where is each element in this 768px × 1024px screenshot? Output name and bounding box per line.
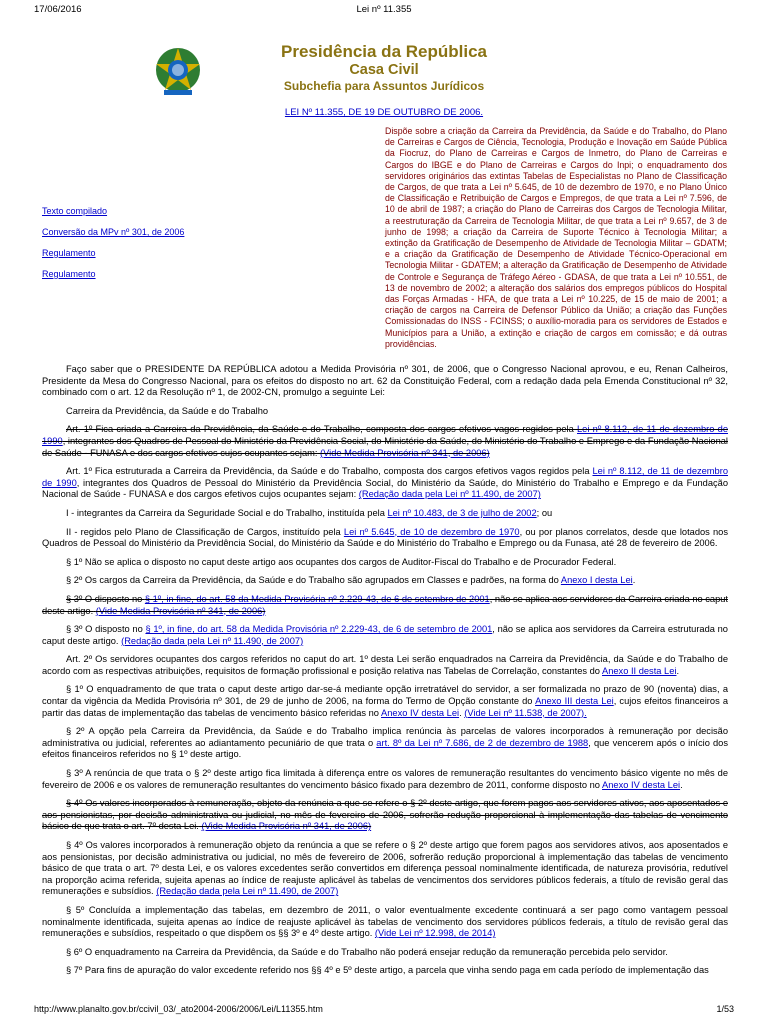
intro-paragraph: Faço saber que o PRESIDENTE DA REPÚBLICA adotou a Medida Provisória nº 301, de 2006, que o Congresso Nacional aprovou, e eu, Renan Calheiros, Presidente da Mesa do Congresso Nacional, para os efeitos do disposto no art. 62 da Constituição Federal, com a redação dada pela Emenda Constitucional nº 32, combinado com o art. 12 da Resolução nº 1, de 2002-CN, promulgo a seguinte Lei:: [42, 364, 728, 398]
art1-inciso-1: I - integrantes da Carreira da Seguridade Social e do Trabalho, instituída pela Lei nº 10.483, de 3 de julho de 2002; ou: [66, 507, 553, 518]
print-date: 17/06/2016: [34, 4, 82, 15]
link-texto-compilado[interactable]: Texto compilado: [42, 206, 108, 216]
art1: Art. 1º Fica estruturada a Carreira da Previdência, da Saúde e do Trabalho, composta dos cargos efetivos vagos regidos pela Lei nº 8.112, de 11 de dezembro de 1990, integrantes dos Quadros de Pessoal do Ministério da Previdência Social, do Ministério da Saúde, do Ministério do Trabalho e Emprego e da Fundação Nacional de Saúde - FUNASA e dos cargos efetivos cujos ocupantes sejam: (Redação dada pela Lei nº 11.490, de 2007): [42, 466, 728, 500]
link-conversao-mpv[interactable]: Conversão da MPv nº 301, de 2006: [42, 227, 185, 237]
art1-revoked: Art. 1º Fica criada a Carreira da Previdência, da Saúde e do Trabalho, composta dos cargos efetivos vagos regidos pela Lei nº 8.112, de 11 de dezembro de 1990, integrantes dos Quadros de Pessoal do Ministério da Previdência Social, do Ministério da Saúde, do Ministério do Trabalho e Emprego e da Fundação Nacional de Saúde - FUNASA e dos cargos efetivos cujos ocupantes sejam: (Vide Medida Provisória nº 341, de 2006): [42, 424, 728, 458]
link-anexo-3[interactable]: Anexo III desta Lei: [535, 696, 614, 707]
print-title: Lei nº 11.355: [356, 4, 412, 15]
law-title: [0, 107, 768, 118]
section-title: Carreira da Previdência, da Saúde e do Trabalho: [66, 405, 269, 416]
note-vide-mp-341-b[interactable]: (Vide Medida Provisória nº 341, de 2006): [95, 605, 266, 616]
art2-paragraph-4: § 4º Os valores incorporados à remuneração objeto da renúncia a que se refere o § 2º deste artigo que forem pagos aos servidores ativos, aos aposentados e aos pensionistas, por decisão administrativa ou judicial, no mês de fevereiro de 2006, sofrerão redução proporcional à implementação das tabelas de vencimento básico de que trata o art. 7º desta Lei, e os valores excedentes serão convertidos em diferença pessoal nominalmente identificada, de natureza provisória, redutível na proporção acima referida, sujeita apenas ao índice de reajuste aplicável às tabelas de vencimentos dos servidores públicos federais, a título de revisão geral das remunerações e subsídios. (Redação dada pela Lei nº 11.490, de 2007): [42, 840, 728, 897]
link-anexo-2[interactable]: Anexo II desta Lei: [602, 665, 677, 676]
art1-paragraph-2: § 2º Os cargos da Carreira da Previdência, da Saúde e do Trabalho são agrupados em Classes e padrões, na forma do Anexo I desta Lei.: [66, 575, 636, 586]
art2-paragraph-1: § 1º O enquadramento de que trata o caput deste artigo dar-se-á mediante opção irretratável do servidor, a ser formalizada no prazo de 90 (noventa) dias, a contar da vigência da Medida Provisória nº 301, de 29 de junho de 2006, na forma do Termo de Opção constante do Anexo III desta Lei, cujos efeitos financeiros a partir das datas de implementação das tabelas de vencimento básico referidas no Anexo IV desta Lei. (Vide Lei nº 11.538, de 2007).: [42, 684, 729, 718]
ementa: Dispõe sobre a criação da Carreira da Previdência, da Saúde e do Trabalho, do Plano de Carreiras e Cargos de Ciência, Tecnologia, Produção e Inovação em Saúde Pública da Fiocruz, do Plano de Carreiras e Cargos de Inmetro, do Plano de Carreiras e Cargos do IBGE e do Plano de Carreiras e Cargos do Inpi; o enquadramento dos servidores originários das extintas Tabelas de Especialistas no Plano de Classificação de Cargos, de que trata a Lei nº 5.645, de 10 de dezembro de 1970, e no Plano Único de Classificação e Retribuição de Cargos e Empregos, de que trata a Lei nº 7.596, de 10 de abril de 1987; a criação do Plano de Carreiras dos Cargos de Tecnologia Militar, a reestruturação da Carreira de Tecnologia Militar, de que trata a Lei nº 9.657, de 3 de junho de 1998; a criação da Carreira de Suporte Técnico à Tecnologia Militar; a extinção da Gratificação de Desempenho de Atividade de Tecnologia Militar – GDATM; e a criação da Gratificação de Desempenho de Atividade Técnico-Operacional em Tecnologia Militar - GDATEM; a alteração da Gratificação de Desempenho de Atividade de Controle e Segurança de Tráfego Aéreo - GDASA, de que trata a Lei nº 10.551, de 13 de novembro de 2002; a alteração dos salários dos empregos públicos do Hospital das Forças Armadas - HFA, de que trata a Lei nº 10.225, de 15 de maio de 2001; a criação de cargos na Carreira de Defensor Público da União; a criação das Funções Comissionadas do INSS - FCINSS; o auxílio-moradia para os servidores de Estados e Municípios para a União, a extinção e criação de cargos em comissão; e dá outras providências.: [385, 126, 727, 349]
art2-paragraph-4-revoked: § 4º Os valores incorporados à remuneração, objeto da renúncia a que se refere o § 2º deste artigo, que forem pagos aos servidores ativos, aos aposentados e aos pensionistas, por decisão administrativa ou judicial, no mês de fevereiro de 2006, sofrerão redução proporcional à implementação das tabelas de vencimento básico de que trata o art. 7º desta Lei. (Vide Medida Provisória nº 341, de 2006): [42, 798, 728, 832]
header-line-presidencia: Presidência da República: [281, 42, 487, 61]
print-footer: [34, 1004, 734, 1016]
art2-paragraph-7: § 7º Para fins de apuração do valor excedente referido nos §§ 4º e 5º deste artigo, a parcela que vinha sendo paga em cada período de implementação das: [66, 965, 709, 976]
link-anexo-4-a[interactable]: Anexo IV desta Lei: [381, 707, 460, 718]
link-lei-5645[interactable]: Lei nº 5.645, de 10 de dezembro de 1970: [343, 526, 520, 537]
note-redacao-11490-c[interactable]: (Redação dada pela Lei nº 11.490, de 2007): [156, 886, 339, 897]
law-body: [42, 364, 728, 984]
law-title-link[interactable]: LEI Nº 11.355, DE 19 DE OUTUBRO DE 2006.: [284, 107, 484, 118]
print-header: [34, 4, 734, 18]
page-url: http://www.planalto.gov.br/ccivil_03/_ato2004-2006/2006/Lei/L11355.htm: [34, 1004, 323, 1014]
art2-paragraph-3: § 3º A renúncia de que trata o § 2º deste artigo fica limitada à diferença entre os valores de remuneração resultantes do vencimento básico vigente no mês de fevereiro de 2006 e os valores de remuneração resultantes do vencimento básico fixado para dezembro de 2011, conforme disposto no Anexo IV desta Lei.: [42, 768, 728, 790]
link-regulamento-1[interactable]: Regulamento: [42, 248, 96, 258]
art1-paragraph-3-revoked: § 3º O disposto no § 1º, in fine, do art. 58 da Medida Provisória nº 2.229-43, de 6 de setembro de 2001, não se aplica aos servidores da Carreira criada no caput deste artigo. (Vide Medida Provisória nº 341, de 2006): [42, 593, 728, 616]
note-vide-mp-341-a[interactable]: (Vide Medida Provisória nº 341, de 2006): [320, 447, 490, 458]
link-mp-2229-old[interactable]: § 1º, in fine, do art. 58 da Medida Provisória nº 2.229-43, de 6 de setembro de 2001: [144, 593, 490, 604]
art2-paragraph-6: § 6º O enquadramento na Carreira da Previdência, da Saúde e do Trabalho não poderá ensejar redução da remuneração percebida pelo servidor.: [66, 946, 668, 957]
art2-paragraph-2: § 2º A opção pela Carreira da Previdência, da Saúde e do Trabalho implica renúncia às parcelas de valores incorporados à remuneração por decisão administrativa ou judicial, referentes ao adiantamento pecuniário de que trata o art. 8º da Lei nº 7.686, de 2 de dezembro de 1988, que vencerem após o início dos efeitos financeiros referidos no § 1º deste artigo.: [42, 726, 728, 760]
note-vide-lei-11538[interactable]: (Vide Lei nº 11.538, de 2007).: [464, 707, 587, 718]
link-lei-8112[interactable]: Lei nº 8.112, de 11 de dezembro de 1990: [42, 466, 728, 488]
header-line-subchefia: Subchefia para Assuntos Jurídicos: [283, 79, 485, 93]
page-header: [0, 34, 768, 114]
link-lei-7686[interactable]: art. 8º da Lei nº 7.686, de 2 de dezembro de 1988: [376, 737, 589, 748]
note-vide-mp-341-c[interactable]: (Vide Medida Provisória nº 341, de 2006): [201, 821, 372, 832]
header-line-casa-civil: Casa Civil: [349, 62, 419, 78]
note-redacao-11490-b[interactable]: (Redação dada pela Lei nº 11.490, de 2007): [121, 635, 304, 646]
note-vide-lei-12998[interactable]: (Vide Lei nº 12.998, de 2014): [374, 928, 496, 939]
link-lei-8112-old[interactable]: Lei nº 8.112, de 11 de dezembro de 1990: [42, 424, 728, 446]
link-regulamento-2[interactable]: Regulamento: [42, 269, 96, 279]
link-mp-2229[interactable]: § 1º, in fine, do art. 58 da Medida Provisória nº 2.229-43, de 6 de setembro de 2001: [145, 624, 493, 635]
note-redacao-11490-a[interactable]: (Redação dada pela Lei nº 11.490, de 2007): [358, 489, 541, 500]
art1-paragraph-3: § 3º O disposto no § 1º, in fine, do art. 58 da Medida Provisória nº 2.229-43, de 6 de setembro de 2001, não se aplica aos servidores da Carreira estruturada no caput deste artigo. (Redação dada pela Lei nº 11.490, de 2007): [42, 624, 728, 646]
art2: Art. 2º Os servidores ocupantes dos cargos referidos no caput do art. 1º desta Lei serão enquadrados na Carreira da Previdência, da Saúde e do Trabalho de acordo com as respectivas atribuições, requisitos de formação profissional e posição relativa nas Tabelas de Correlação, constantes do Anexo II desta Lei.: [42, 654, 728, 676]
page-number: 1/53: [716, 1004, 734, 1014]
art2-paragraph-5: § 5º Concluída a implementação das tabelas, em dezembro de 2011, o valor eventualmente excedente continuará a ser pago como vantagem pessoal nominalmente identificada, sujeita apenas ao índice de reajuste aplicável às tabelas de vencimento dos servidores públicos federais, a título de revisão geral das remunerações e subsídios, respeitado o que dispõem os §§ 3º e 4º deste artigo. (Vide Lei nº 12.998, de 2014): [42, 904, 728, 939]
link-anexo-1[interactable]: Anexo I desta Lei: [560, 575, 633, 586]
link-anexo-4-b[interactable]: Anexo IV desta Lei: [602, 779, 681, 790]
link-lei-10483[interactable]: Lei nº 10.483, de 3 de julho de 2002: [387, 507, 537, 518]
art1-paragraph-1: § 1º Não se aplica o disposto no caput deste artigo aos ocupantes dos cargos de Auditor-Fiscal do Trabalho e de Procurador Federal.: [66, 556, 617, 567]
art1-inciso-2: II - regidos pelo Plano de Classificação de Cargos, instituído pela Lei nº 5.645, de 10 de dezembro de 1970, ou por planos correlatos, desde que lotados nos Quadros de Pessoal do Ministério da Previdência Social, do Ministério da Saúde e do Ministério do Trabalho e Emprego ou da Funasa, até 28 de fevereiro de 2006.: [42, 526, 729, 549]
left-links: [42, 206, 184, 290]
